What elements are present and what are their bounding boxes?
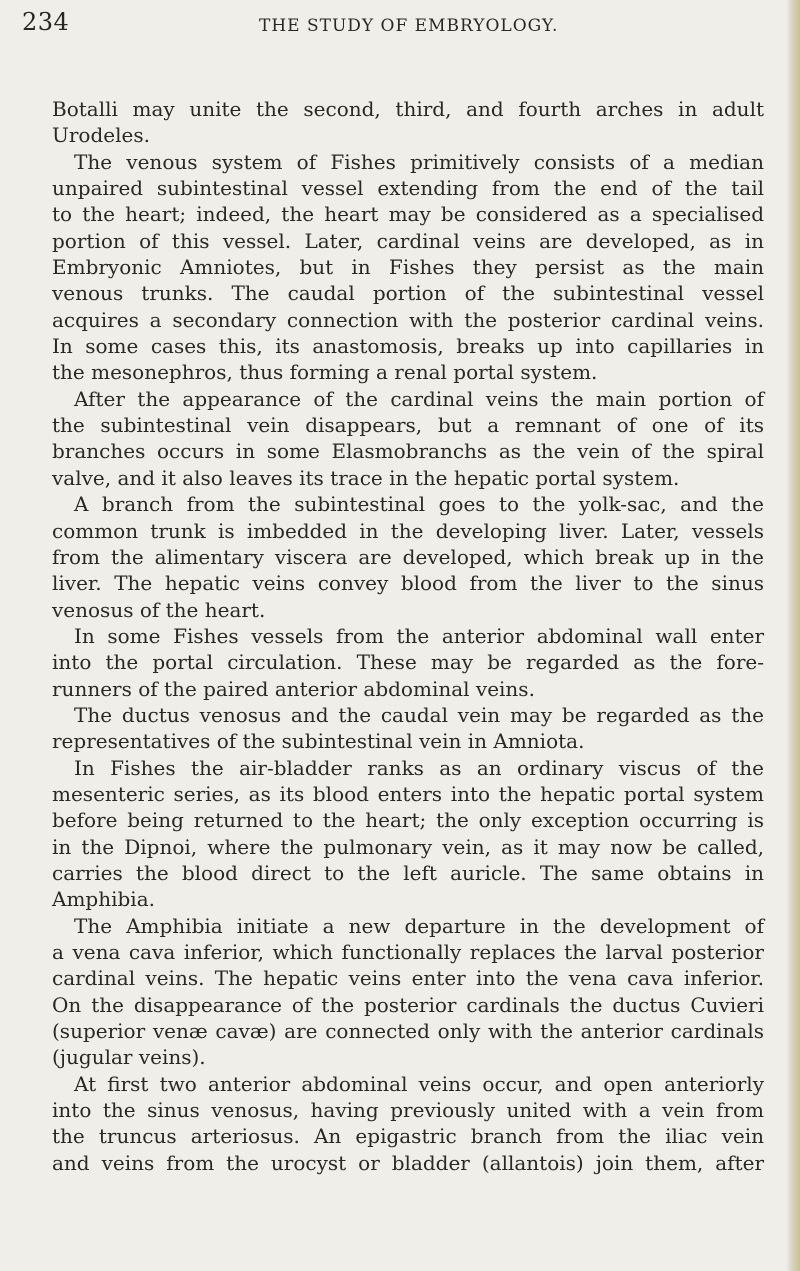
text-line: Urodeles. <box>52 123 150 148</box>
text-line: the truncus arteriosus. An epigastric branch from the iliac vein <box>52 1124 764 1149</box>
text-line: The ductus venosus and the caudal vein may be regarded as the <box>74 702 764 727</box>
text-line: a vena cava inferior, which functionally replaces the larval posterior <box>52 940 764 964</box>
text-line: and veins from the urocyst or bladder (allantois) join them, after <box>52 1150 764 1175</box>
text-line: In Fishes the air-bladder ranks as an ordinary viscus of the <box>74 755 764 780</box>
text-line: The Amphibia initiate a new departure in the development of <box>74 913 764 938</box>
text-line: acquires a secondary connection with the posterior cardinal veins. <box>52 307 764 332</box>
text-line: venosus of the heart. <box>52 597 266 622</box>
running-head <box>0 8 800 48</box>
text-line: mesenteric series, as its blood enters into the hepatic portal system <box>52 781 764 806</box>
text-line: liver. The hepatic veins convey blood from the liver to the sinus <box>52 571 764 596</box>
text-line: The venous system of Fishes primitively consists of a median <box>74 149 764 174</box>
text-line: A branch from the subintestinal goes to the yolk-sac, and the <box>74 492 764 517</box>
text-line: into the portal circulation. These may be regarded as the fore- <box>52 650 764 675</box>
text-line: common trunk is imbedded in the developing liver. Later, vessels <box>52 518 764 543</box>
text-line: Botalli may unite the second, third, and fourth arches in adult <box>52 97 764 121</box>
text-line: In some cases this, its anastomosis, breaks up into capillaries in <box>52 334 764 359</box>
text-line: the subintestinal vein disappears, but a remnant of one of its <box>52 413 764 438</box>
text-line: In some Fishes vessels from the anterior abdominal wall enter <box>74 623 764 648</box>
text-line: branches occurs in some Elasmobranchs as the vein of the spiral <box>52 439 764 464</box>
text-line: At first two anterior abdominal veins occur, and open anteriorly <box>74 1071 764 1096</box>
body-text <box>52 96 764 1176</box>
text-line: from the alimentary viscera are developed, which break up in the <box>52 544 764 569</box>
text-line: (superior venæ cavæ) are connected only with the anterior cardinals <box>52 1019 764 1044</box>
text-line: cardinal veins. The hepatic veins enter into the vena cava inferior. <box>52 966 764 991</box>
text-line: carries the blood direct to the left auricle. The same obtains in <box>52 860 764 885</box>
text-line: runners of the paired anterior abdominal veins. <box>52 676 535 701</box>
text-line: before being returned to the heart; the only exception occurring is <box>52 808 764 833</box>
text-line: Amphibia. <box>52 887 155 912</box>
text-line: On the disappearance of the posterior cardinals the ductus Cuvieri <box>52 992 764 1017</box>
text-line: valve, and it also leaves its trace in the hepatic portal system. <box>52 465 680 490</box>
page-edge <box>786 0 800 1271</box>
text-line: After the appearance of the cardinal veins the main portion of <box>74 386 764 411</box>
text-line: (jugular veins). <box>52 1045 206 1070</box>
text-line: representatives of the subintestinal vein in Amniota. <box>52 729 585 754</box>
text-line: in the Dipnoi, where the pulmonary vein, as it may now be called, <box>52 834 764 859</box>
text-line: to the heart; indeed, the heart may be considered as a specialised <box>52 202 764 227</box>
text-line: venous trunks. The caudal portion of the subintestinal vessel <box>52 281 764 306</box>
text-line: Embryonic Amniotes, but in Fishes they persist as the main <box>52 255 764 280</box>
text-line: the mesonephros, thus forming a renal portal system. <box>52 360 598 385</box>
text-line: into the sinus venosus, having previously united with a vein from <box>52 1098 764 1123</box>
text-line: portion of this vessel. Later, cardinal veins are developed, as in <box>52 228 764 253</box>
page-number: 234 <box>22 8 70 36</box>
running-title: THE STUDY OF EMBRYOLOGY. <box>259 16 559 36</box>
text-line: unpaired subintestinal vessel extending from the end of the tail <box>52 176 764 201</box>
